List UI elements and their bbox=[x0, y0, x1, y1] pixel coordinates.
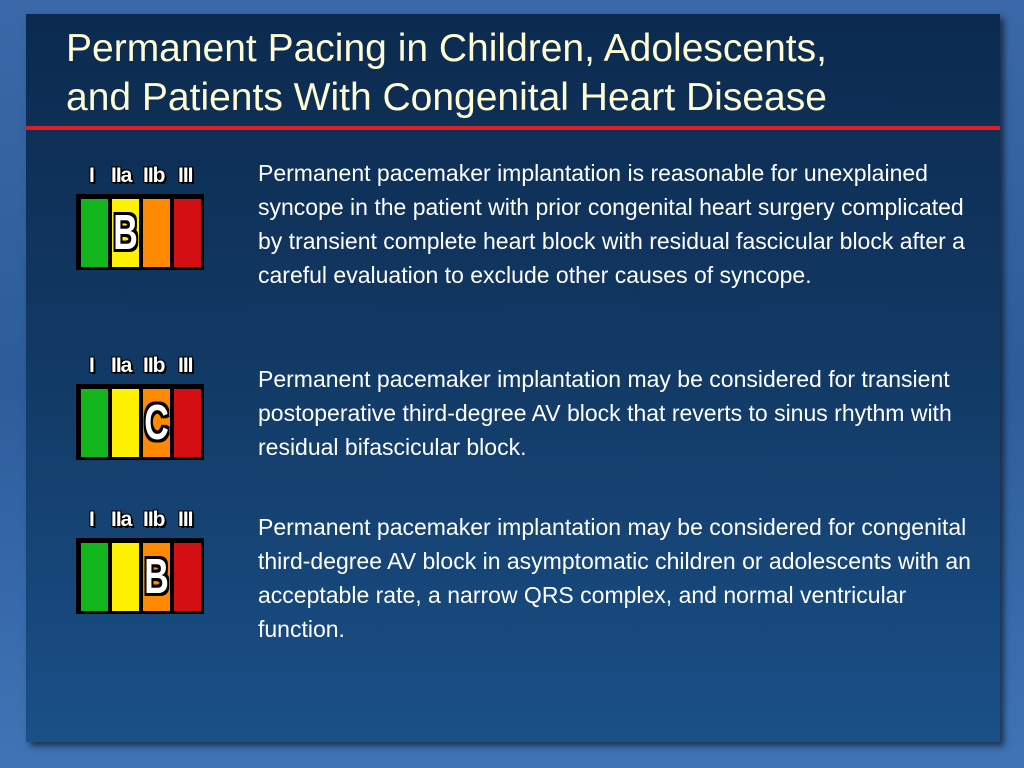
recommendation-text: Permanent pacemaker implantation is reasonable for unexplained syncope in the patient with prior congenital heart surgery complicated by transient complete heart block with residual fascicular block after a careful evaluation to exclude other causes of syncope. bbox=[258, 160, 965, 288]
level-of-evidence: C bbox=[144, 395, 169, 451]
class-indicator-bar bbox=[76, 384, 204, 460]
class-label-IIa: IIa bbox=[111, 354, 132, 377]
title-line-2: and Patients With Congenital Heart Disease bbox=[66, 76, 827, 119]
class-label-I: I bbox=[89, 164, 94, 187]
class-labels bbox=[76, 508, 206, 534]
class-label-I: I bbox=[89, 508, 94, 531]
class-label-III: III bbox=[178, 354, 193, 377]
class-IIb-segment bbox=[143, 543, 170, 611]
class-indicator-bar bbox=[76, 538, 204, 614]
class-label-III: III bbox=[178, 508, 193, 531]
class-label-IIa: IIa bbox=[111, 164, 132, 187]
class-label-I: I bbox=[89, 354, 94, 377]
recommendation-text: Permanent pacemaker implantation may be considered for transient postoperative third-degree AV block that reverts to sinus rhythm with residual bifascicular block. bbox=[258, 366, 952, 460]
class-IIa-segment bbox=[112, 199, 139, 267]
class-III-segment bbox=[174, 389, 201, 457]
class-IIb-segment bbox=[143, 389, 170, 457]
class-IIa-segment bbox=[112, 543, 139, 611]
class-indicator-bar bbox=[76, 194, 204, 270]
class-labels bbox=[76, 354, 206, 380]
class-label-III: III bbox=[178, 164, 193, 187]
class-III-segment bbox=[174, 543, 201, 611]
recommendation-text: Permanent pacemaker implantation may be considered for congenital third-degree AV block in asymptomatic children or adolescents with an acceptable rate, a narrow QRS complex, and normal ventricular function. bbox=[258, 514, 971, 642]
title-divider bbox=[26, 126, 1000, 130]
class-label-IIb: IIb bbox=[143, 354, 165, 377]
level-of-evidence: B bbox=[113, 205, 138, 261]
slide bbox=[26, 14, 1000, 742]
class-I-segment bbox=[81, 389, 108, 457]
title-line-1: Permanent Pacing in Children, Adolescents, bbox=[66, 27, 827, 70]
slide-title bbox=[66, 24, 986, 122]
class-labels bbox=[76, 164, 206, 190]
class-label-IIa: IIa bbox=[111, 508, 132, 531]
class-IIa-segment bbox=[112, 389, 139, 457]
class-III-segment bbox=[174, 199, 201, 267]
class-I-segment bbox=[81, 199, 108, 267]
class-label-IIb: IIb bbox=[143, 164, 165, 187]
class-IIb-segment bbox=[143, 199, 170, 267]
class-label-IIb: IIb bbox=[143, 508, 165, 531]
level-of-evidence: B bbox=[144, 549, 169, 605]
class-I-segment bbox=[81, 543, 108, 611]
